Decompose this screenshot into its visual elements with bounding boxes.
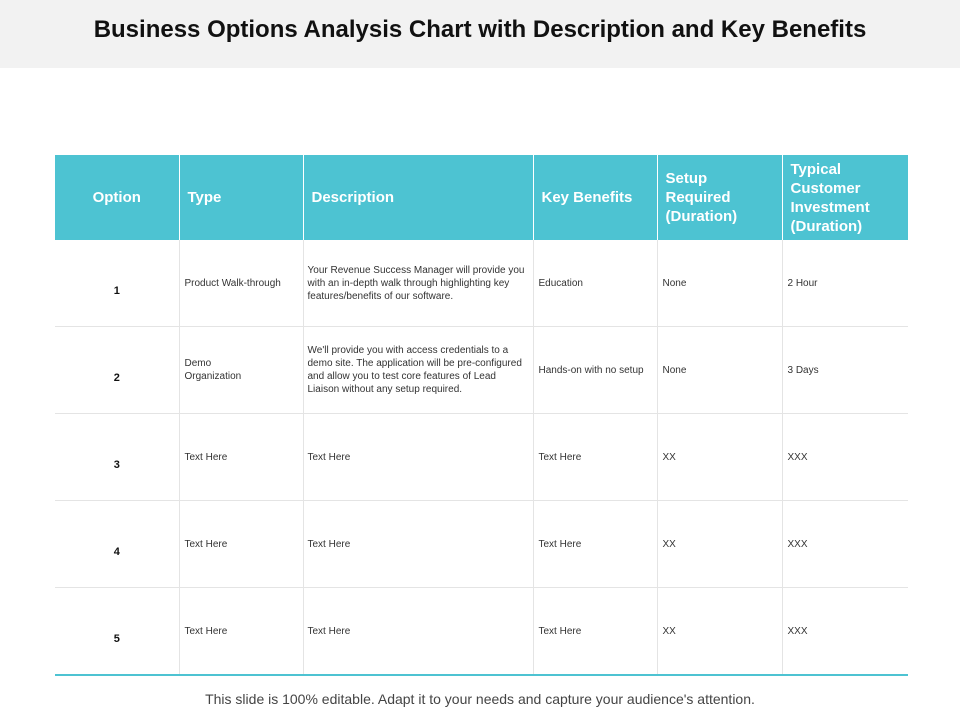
table-row [55,240,908,327]
setup-cell: None [657,240,782,327]
investment-cell: 2 Hour [782,240,908,327]
type-cell: Text Here [179,501,303,588]
option-number: 3 [55,414,179,501]
type-cell: Text Here [179,414,303,501]
investment-cell: XXX [782,501,908,588]
header-option: Option [55,155,179,240]
setup-cell: XX [657,501,782,588]
description-cell: Text Here [303,414,533,501]
option-number: 4 [55,501,179,588]
type-cell: Text Here [179,588,303,676]
header-customer-investment: Typical Customer Investment (Duration) [782,155,908,240]
investment-cell: 3 Days [782,327,908,414]
investment-cell: XXX [782,588,908,676]
table-row [55,501,908,588]
footer-note: This slide is 100% editable. Adapt it to your needs and capture your audience's attention. [205,691,755,707]
table-row [55,327,908,414]
option-number: 1 [55,240,179,327]
setup-cell: XX [657,414,782,501]
table-row [55,414,908,501]
key-benefits-cell: Text Here [533,414,657,501]
type-cell: Product Walk-through [179,240,303,327]
type-cell: Demo Organization [179,327,303,414]
description-cell: Text Here [303,501,533,588]
key-benefits-cell: Text Here [533,501,657,588]
investment-cell: XXX [782,414,908,501]
key-benefits-cell: Text Here [533,588,657,676]
key-benefits-cell: Hands-on with no setup [533,327,657,414]
page-title: Business Options Analysis Chart with Description and Key Benefits [93,16,867,43]
table-header-row [55,155,908,240]
header-setup-required: Setup Required (Duration) [657,155,782,240]
header-key-benefits: Key Benefits [533,155,657,240]
setup-cell: None [657,327,782,414]
option-number: 2 [55,327,179,414]
header-type: Type [179,155,303,240]
table-row [55,588,908,676]
description-cell: Text Here [303,588,533,676]
key-benefits-cell: Education [533,240,657,327]
header-description: Description [303,155,533,240]
setup-cell: XX [657,588,782,676]
option-number: 5 [55,588,179,676]
description-cell: Your Revenue Success Manager will provide you with an in-depth walk through highlighting key features/benefits of our software. [303,240,533,327]
options-table [55,155,908,676]
description-cell: We'll provide you with access credentials to a demo site. The application will be pre-configured and allow you to test core features of Lead Liaison without any setup required. [303,327,533,414]
